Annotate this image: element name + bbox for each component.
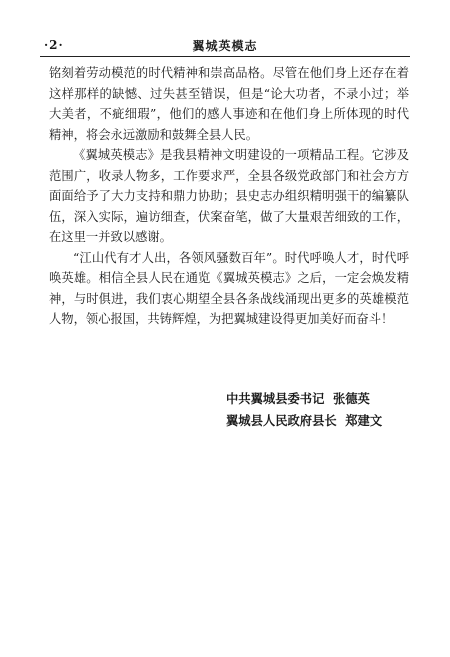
text-line: 人物，领心报国，共铸辉煌，为把翼城建设得更加美好而奋斗！ xyxy=(49,312,394,326)
text-line: 大美者，不疵细瑕”，他们的感人事迹和在他们身上所体现的时代 xyxy=(49,107,409,121)
signature-line: 翼城县人民政府县长 郑建文 xyxy=(226,413,383,428)
text-line: 铭刻着劳动模范的时代精神和崇高品格。尽管在他们身上还存在着 xyxy=(49,66,409,80)
text-line: “江山代有才人出，各领风骚数百年”。时代呼唤人才，时代呼 xyxy=(73,250,409,265)
header-rule xyxy=(40,56,410,57)
text-line: 在这里一并致以感谢。 xyxy=(49,230,172,244)
signature-block xyxy=(226,388,382,432)
text-line: 精神，将会永远激励和鼓舞全县人民。 xyxy=(49,127,259,142)
text-line: 《翼城英模志》是我县精神文明建设的一项精品工程。它涉及 xyxy=(73,148,409,162)
text-line: 这样那样的缺憾、过失甚至错误，但是“论大功者，不录小过；举 xyxy=(49,86,409,101)
body-text xyxy=(49,63,409,330)
text-line: 面面给予了大力支持和鼎力协助；县史志办组织精明强干的编纂队 xyxy=(49,189,409,203)
text-line: 神，与时俱进，我们衷心期望全县各条战线涌现出更多的英雄模范 xyxy=(49,291,409,306)
text-line: 唤英雄。相信全县人民在通览《翼城英模志》之后，一定会焕发精 xyxy=(49,271,409,285)
page-number: ·2· xyxy=(44,38,64,52)
signature-line: 中共翼城县委书记 张德英 xyxy=(226,391,370,406)
text-line: 伍，深入实际，遍访细查，伏案奋笔，做了大量艰苦细致的工作， xyxy=(49,209,409,224)
page-header xyxy=(40,36,410,54)
text-line: 范围广，收录人物多，工作要求严，全县各级党政部门和社会方方 xyxy=(49,168,409,183)
running-title: 翼城英模志 xyxy=(192,39,258,53)
